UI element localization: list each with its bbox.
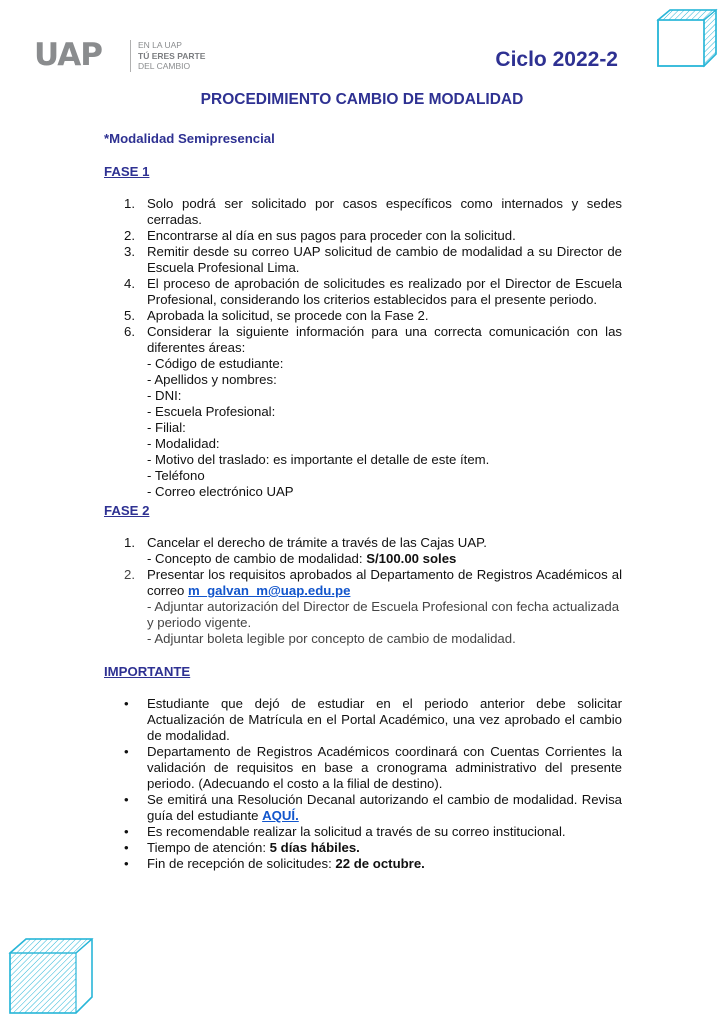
fee-line: - Concepto de cambio de modalidad: S/100.00 soles	[147, 551, 457, 566]
modality-label: *Modalidad Semipresencial	[104, 131, 275, 146]
document-title: PROCEDIMIENTO CAMBIO DE MODALIDAD	[200, 91, 524, 108]
list-item: 1. Cancelar el derecho de trámite a través de las Cajas UAP. - Concepto de cambio de modalidad: S/100.00 soles	[104, 535, 622, 567]
logo-tagline	[138, 40, 205, 72]
logo-tagline-line: EN LA UAP	[138, 40, 182, 50]
student-guide-link[interactable]: AQUÍ.	[262, 808, 299, 823]
cube-icon	[6, 935, 96, 1019]
info-field: - Apellidos y nombres:	[147, 372, 277, 387]
list-item: 2. Presentar los requisitos aprobados al Departamento de Registros Académicos al correo m_galvan_m@uap.edu.pe - Adjuntar autorización del Director de Escuela Profesional con fecha actualizada y periodo vigente. - Adjuntar boleta legible por concepto de cambio de modalidad.	[124, 567, 622, 646]
list-item: • Es recomendable realizar la solicitud a través de su correo institucional.	[124, 824, 566, 839]
info-field: - DNI:	[147, 388, 182, 403]
bullet-icon: •	[124, 840, 129, 855]
list-item: • Departamento de Registros Académicos coordinará con Cuentas Corrientes la validación de requisitos en base a cronograma administrativo del presente periodo. (Adecuando el costo a la filial de destino).	[124, 744, 622, 791]
info-field: - Escuela Profesional:	[147, 404, 276, 419]
email-link[interactable]: m_galvan_m@uap.edu.pe	[188, 583, 351, 598]
info-field: - Motivo del traslado: es importante el detalle de este ítem.	[147, 452, 490, 467]
cycle-label: Ciclo 2022-2	[495, 48, 618, 71]
info-field: - Código de estudiante:	[147, 356, 284, 371]
list-item: • Estudiante que dejó de estudiar en el periodo anterior debe solicitar Actualización de Matrícula en el Portal Académico, una vez aprobado el cambio de modalidad.	[124, 696, 622, 743]
fase-2-list	[104, 535, 622, 647]
uap-logo	[34, 36, 224, 76]
bullet-icon: •	[124, 792, 129, 807]
list-item: • Fin de recepción de solicitudes: 22 de octubre.	[124, 856, 425, 871]
info-field: - Correo electrónico UAP	[147, 484, 294, 499]
info-field: - Modalidad:	[147, 436, 220, 451]
list-item: • Tiempo de atención: 5 días hábiles.	[124, 840, 360, 855]
cube-icon	[654, 6, 720, 72]
section-heading-fase-2: FASE 2	[104, 503, 150, 518]
logo-wordmark: UAP	[34, 37, 102, 73]
requirement-line: - Adjuntar autorización del Director de Escuela Profesional con fecha actualizada y periodo vigente.	[147, 599, 620, 630]
list-item: 3. Remitir desde su correo UAP solicitud de cambio de modalidad a su Director de Escuela Profesional Lima.	[124, 244, 622, 275]
bullet-icon: •	[124, 824, 129, 839]
bullet-icon: •	[124, 744, 129, 759]
list-item: 5. Aprobada la solicitud, se procede con la Fase 2.	[124, 308, 429, 323]
fee-amount: S/100.00 soles	[366, 551, 457, 566]
bullet-icon: •	[124, 856, 129, 871]
requirement-line: - Adjuntar boleta legible por concepto de cambio de modalidad.	[147, 631, 516, 646]
section-heading-fase-1: FASE 1	[104, 164, 150, 179]
logo-tagline-line: TÚ ERES PARTE	[138, 50, 206, 61]
bullet-icon: •	[124, 696, 129, 711]
logo-tagline-line: DEL CAMBIO	[138, 61, 191, 71]
logo-divider	[130, 40, 131, 72]
info-field: - Filial:	[147, 420, 186, 435]
list-item: 4. El proceso de aprobación de solicitudes es realizado por el Director de Escuela Profesional, considerando los criterios establecidos para el presente periodo.	[124, 276, 622, 307]
fase-1-list	[104, 196, 622, 500]
list-item: • Se emitirá una Resolución Decanal autorizando el cambio de modalidad. Revisa guía del estudiante AQUÍ.	[124, 792, 622, 823]
list-item: 6. Considerar la siguiente información para una correcta comunicación con las diferentes áreas: - Código de estudiante: - Apellidos y nombres: - DNI: - Escuela Profesional: - Filial: - Modalidad: - Motivo del traslado: es importante el detalle de este ítem. - Teléfono - Correo electrónico UAP	[124, 324, 622, 499]
info-field: - Teléfono	[147, 468, 205, 483]
list-item: 2. Encontrarse al día en sus pagos para proceder con la solicitud.	[124, 228, 516, 243]
importante-list	[104, 696, 622, 872]
section-heading-importante: IMPORTANTE	[104, 664, 191, 679]
list-item: 1. Solo podrá ser solicitado por casos específicos como internados y sedes cerradas.	[124, 196, 622, 227]
